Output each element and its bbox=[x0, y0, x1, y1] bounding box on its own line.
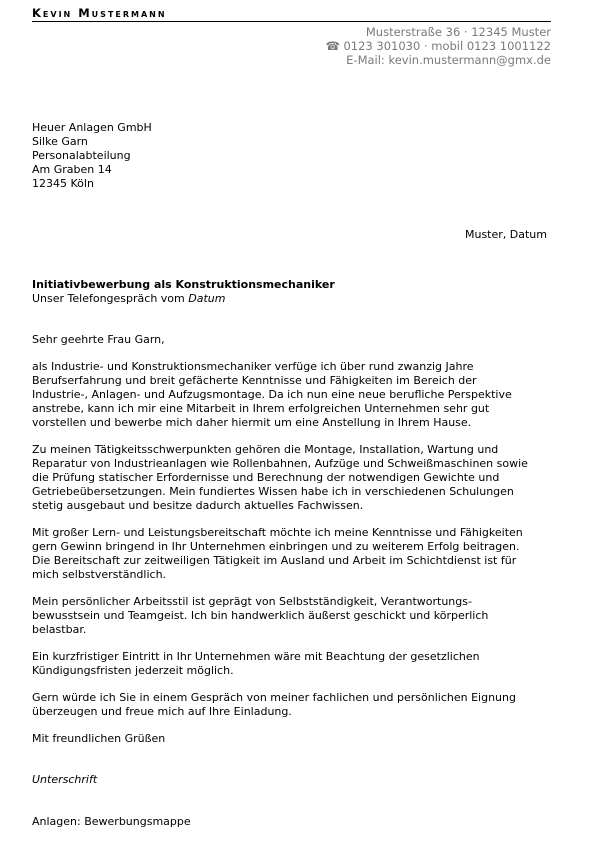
recipient-street: Am Graben 14 bbox=[32, 163, 112, 176]
paragraph-line: Die Bereitschaft zur zeitweiligen Tätigkeit im Ausland und Arbeit im Schichtdienst ist für bbox=[32, 554, 517, 567]
paragraph-line: die Prüfung statischer Erfordernisse und Berechnung der notwendigen Gewichte und bbox=[32, 471, 500, 484]
reference-prefix: Unser Telefongespräch vom bbox=[32, 292, 189, 305]
sender-name: Kevin Mustermann bbox=[32, 6, 167, 20]
attachments: Anlagen: Bewerbungsmappe bbox=[32, 815, 191, 828]
paragraph-line: anstrebe, kann ich mir eine Mitarbeit in Ihrem erfolgreichen Unternehmen sehr gut bbox=[32, 402, 490, 415]
sender-email: E-Mail: kevin.mustermann@gmx.de bbox=[346, 53, 551, 67]
place-date: Muster, Datum bbox=[464, 228, 547, 241]
recipient-department: Personalabteilung bbox=[32, 149, 131, 162]
recipient-contact: Silke Garn bbox=[32, 135, 88, 148]
paragraph-line: belastbar. bbox=[32, 623, 87, 636]
paragraph-line: Berufserfahrung und breit gefächerte Kenntnisse und Fähigkeiten im Bereich der bbox=[32, 374, 477, 387]
paragraph-line: bewusstsein und Teamgeist. Ich bin handwerklich äußerst geschickt und körperlich bbox=[32, 609, 489, 622]
paragraph-line: stetig ausgebaut und besitze dadurch aktuelles Fachwissen. bbox=[32, 499, 364, 512]
recipient-address bbox=[32, 121, 562, 191]
header-rule bbox=[32, 21, 551, 22]
body-paragraph bbox=[32, 526, 562, 582]
closing: Mit freundlichen Grüßen bbox=[32, 732, 166, 745]
paragraph-line: Gern würde ich Sie in einem Gespräch von meiner fachlichen und persönlichen Eignung bbox=[32, 691, 516, 704]
recipient-company: Heuer Anlagen GmbH bbox=[32, 121, 152, 134]
letter-reference bbox=[32, 292, 562, 306]
sender-phone: 0123 301030 · mobil 0123 1001122 bbox=[343, 39, 551, 53]
sender-phone-line bbox=[326, 39, 552, 53]
paragraph-line: gern Gewinn bringend in Ihr Unternehmen einbringen und zu weiterem Erfolg beitragen. bbox=[32, 540, 520, 553]
reference-date: Datum bbox=[188, 292, 226, 305]
paragraph-line: überzeugen und freue mich auf Ihre Einladung. bbox=[32, 705, 292, 718]
paragraph-line: vorstellen und bewerbe mich daher hiermit um eine Anstellung in Ihrem Hause. bbox=[32, 416, 472, 429]
body-paragraph bbox=[32, 360, 562, 430]
body-paragraph bbox=[32, 650, 562, 678]
sender-address: Musterstraße 36 · 12345 Muster bbox=[365, 25, 551, 39]
paragraph-line: Industrie-, Anlagen- und Aufzugsmontage. Da ich nun eine neue berufliche Perspektive bbox=[32, 388, 512, 401]
body-paragraph bbox=[32, 595, 562, 637]
phone-icon: ☎ bbox=[325, 39, 340, 53]
paragraph-line: Reparatur von Industrieanlagen wie Rollenbahnen, Aufzüge und Schweißmaschinen sowie bbox=[32, 457, 528, 470]
paragraph-line: Ein kurzfristiger Eintritt in Ihr Unternehmen wäre mit Beachtung der gesetzlichen bbox=[32, 650, 480, 663]
body-paragraph bbox=[32, 443, 562, 513]
sender-contact-block bbox=[326, 25, 552, 67]
letter-paragraphs bbox=[32, 360, 562, 719]
paragraph-line: Getriebeübersetzungen. Mein fundiertes Wissen habe ich in verschiedenen Schulungen bbox=[32, 485, 514, 498]
body-paragraph bbox=[32, 691, 562, 719]
signature: Unterschrift bbox=[32, 773, 98, 786]
paragraph-line: mich selbstverständlich. bbox=[32, 568, 167, 581]
recipient-city: 12345 Köln bbox=[32, 177, 94, 190]
letter-subject: Initiativbewerbung als Konstruktionsmechaniker bbox=[32, 278, 335, 291]
paragraph-line: als Industrie- und Konstruktionsmechaniker verfüge ich über rund zwanzig Jahre bbox=[32, 360, 474, 373]
paragraph-line: Mit großer Lern- und Leistungsbereitschaft möchte ich meine Kenntnisse und Fähigkeiten bbox=[32, 526, 523, 539]
paragraph-line: Mein persönlicher Arbeitsstil ist geprägt von Selbstständigkeit, Verantwortungs- bbox=[32, 595, 472, 608]
paragraph-line: Kündigungsfristen jederzeit möglich. bbox=[32, 664, 234, 677]
paragraph-line: Zu meinen Tätigkeitsschwerpunkten gehören die Montage, Installation, Wartung und bbox=[32, 443, 499, 456]
letter-body bbox=[32, 121, 562, 829]
salutation: Sehr geehrte Frau Garn, bbox=[32, 333, 165, 346]
